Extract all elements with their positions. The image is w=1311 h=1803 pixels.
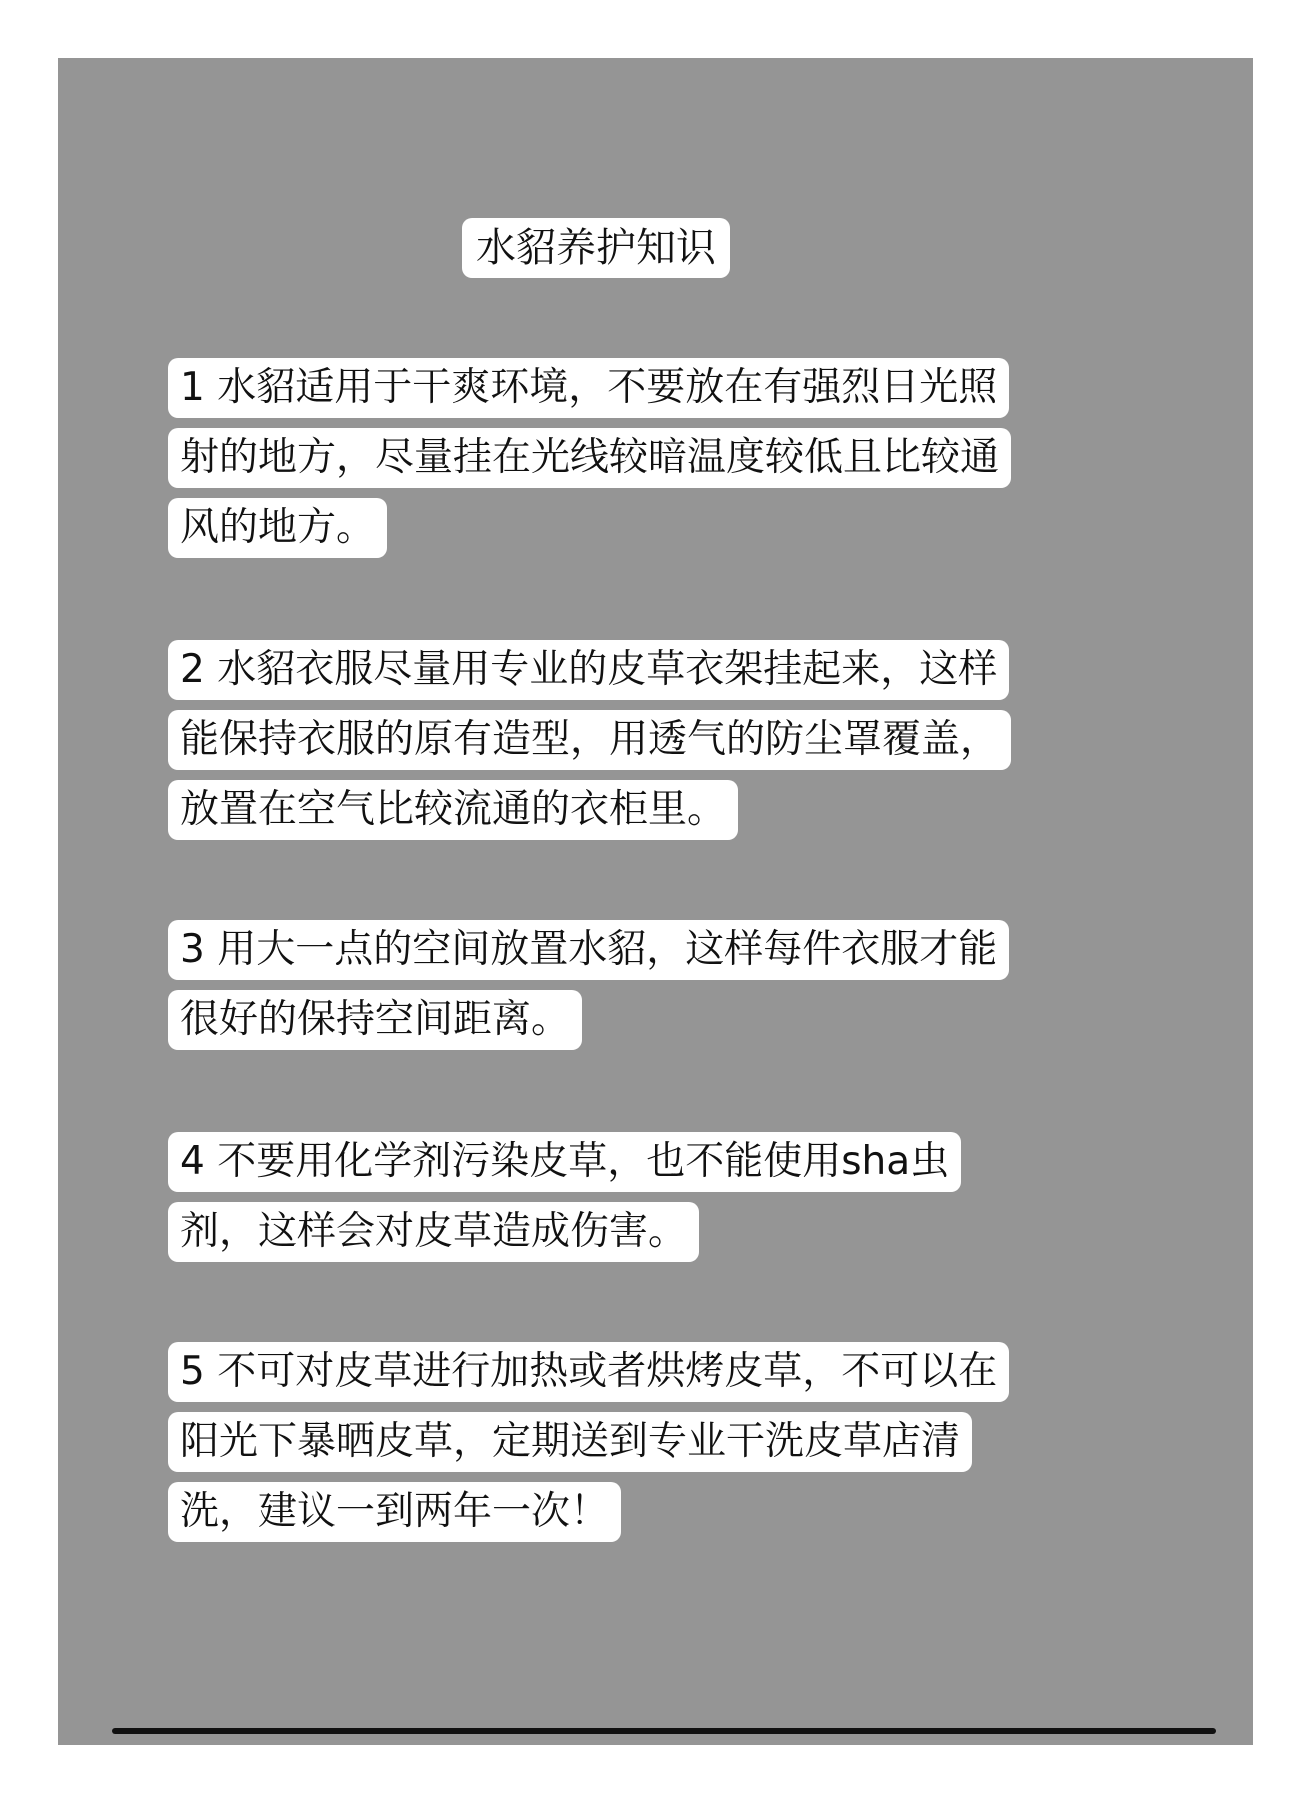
- tip-1-line-2: 射的地方，尽量挂在光线较暗温度较低且比较通: [168, 428, 1011, 488]
- tip-5: [168, 1342, 1009, 1552]
- page-title: 水貂养护知识: [462, 218, 730, 278]
- tip-3-line-1: 3 用大一点的空间放置水貂，这样每件衣服才能: [168, 920, 1009, 980]
- tip-2-line-2: 能保持衣服的原有造型，用透气的防尘罩覆盖，: [168, 710, 1011, 770]
- tip-3: [168, 920, 1009, 1060]
- tip-2: [168, 640, 1011, 850]
- tip-2-line-1: 2 水貂衣服尽量用专业的皮草衣架挂起来，这样: [168, 640, 1009, 700]
- tip-4-line-2: 剂，这样会对皮草造成伤害。: [168, 1202, 699, 1262]
- tip-1: [168, 358, 1011, 568]
- tip-4-line-1: 4 不要用化学剂污染皮草，也不能使用sha虫: [168, 1132, 961, 1192]
- home-indicator-bar: [112, 1728, 1216, 1734]
- tip-1-line-3: 风的地方。: [168, 498, 387, 558]
- tip-3-line-2: 很好的保持空间距离。: [168, 990, 582, 1050]
- tip-4: [168, 1132, 961, 1272]
- tip-2-line-3: 放置在空气比较流通的衣柜里。: [168, 780, 738, 840]
- tip-5-line-1: 5 不可对皮草进行加热或者烘烤皮草，不可以在: [168, 1342, 1009, 1402]
- tip-1-line-1: 1 水貂适用于干爽环境，不要放在有强烈日光照: [168, 358, 1009, 418]
- tip-5-line-2: 阳光下暴晒皮草，定期送到专业干洗皮草店清: [168, 1412, 972, 1472]
- tip-5-line-3: 洗，建议一到两年一次！: [168, 1482, 621, 1542]
